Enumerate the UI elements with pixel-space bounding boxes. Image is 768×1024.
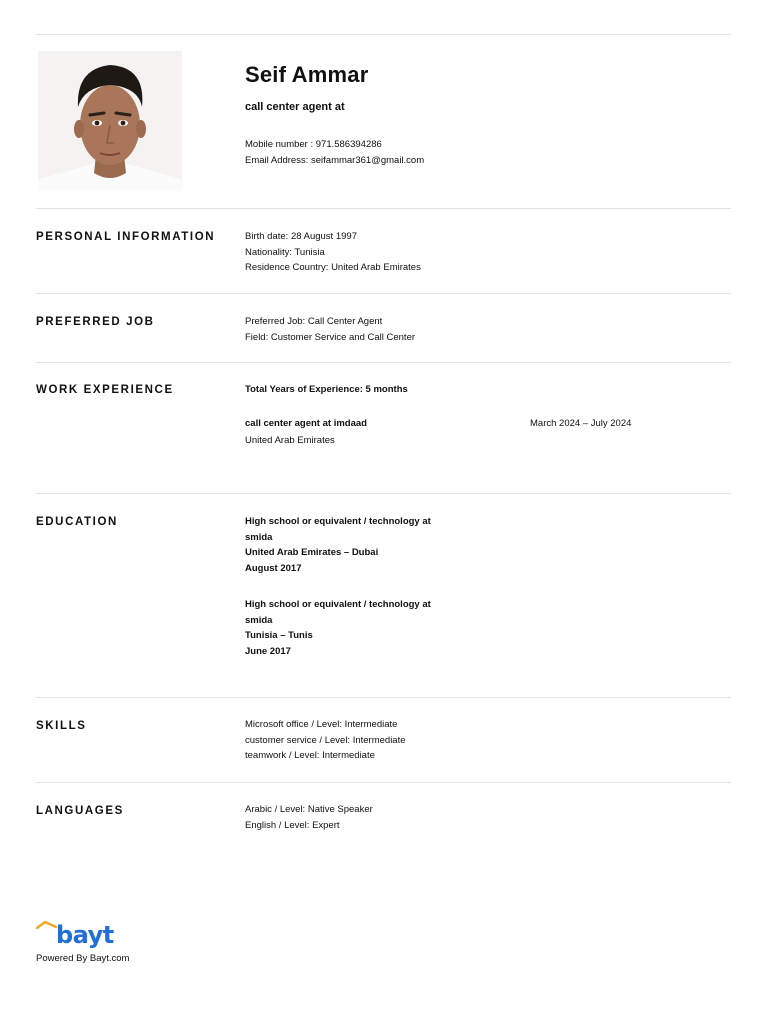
skills-list (245, 717, 406, 764)
divider (36, 34, 731, 35)
education-date: August 2017 (245, 562, 302, 574)
skill-item: Microsoft office / Level: Intermediate (245, 719, 398, 730)
profile-photo (38, 51, 182, 191)
language-item: English / Level: Expert (245, 819, 340, 831)
skill-item: customer service / Level: Intermediate (245, 734, 406, 746)
candidate-name: Seif Ammar (245, 62, 369, 87)
powered-by: Powered By Bayt.com (36, 953, 130, 964)
logo-text: bayt (56, 921, 114, 948)
languages-list (245, 802, 373, 833)
section-title-education: EDUCATION (36, 516, 118, 528)
education-item (245, 514, 431, 576)
candidate-headline: call center agent at (245, 101, 345, 113)
education-date: June 2017 (245, 645, 291, 657)
section-title-preferred-job: PREFERRED JOB (36, 316, 155, 328)
bayt-logo (36, 918, 146, 948)
divider (36, 493, 731, 494)
experience-role: call center agent at imdaad (245, 418, 367, 429)
education-degree-cont: smida (245, 614, 273, 626)
personal-info (245, 229, 421, 276)
divider (36, 293, 731, 294)
total-experience: Total Years of Experience: 5 months (245, 384, 408, 395)
section-title-languages: LANGUAGES (36, 805, 124, 817)
education-item (245, 597, 431, 659)
education-degree: High school or equivalent / technology at (245, 599, 431, 610)
section-title-personal: PERSONAL INFORMATION (36, 231, 216, 243)
experience-location: United Arab Emirates (245, 435, 335, 446)
nationality: Nationality: Tunisia (245, 246, 325, 258)
skill-item: teamwork / Level: Intermediate (245, 750, 375, 761)
preferred-job-info (245, 314, 415, 345)
experience-dates: March 2024 – July 2024 (530, 418, 632, 429)
education-place: United Arab Emirates – Dubai (245, 547, 379, 558)
divider (36, 362, 731, 363)
education-degree-cont: smida (245, 531, 273, 543)
contact-info (245, 137, 424, 168)
section-title-work-experience: WORK EXPERIENCE (36, 384, 174, 396)
education-degree: High school or equivalent / technology at (245, 516, 431, 527)
divider (36, 782, 731, 783)
divider (36, 697, 731, 698)
section-title-skills: SKILLS (36, 720, 87, 732)
divider (36, 208, 731, 209)
email-address: Email Address: seifammar361@gmail.com (245, 154, 425, 166)
preferred-field: Field: Customer Service and Call Center (245, 331, 416, 343)
education-place: Tunisia – Tunis (245, 630, 313, 641)
birth-date: Birth date: 28 August 1997 (245, 231, 357, 242)
residence-country: Residence Country: United Arab Emirates (245, 262, 421, 273)
mobile-number: Mobile number : 971.586394286 (245, 139, 382, 150)
preferred-job: Preferred Job: Call Center Agent (245, 316, 383, 327)
language-item: Arabic / Level: Native Speaker (245, 804, 373, 815)
